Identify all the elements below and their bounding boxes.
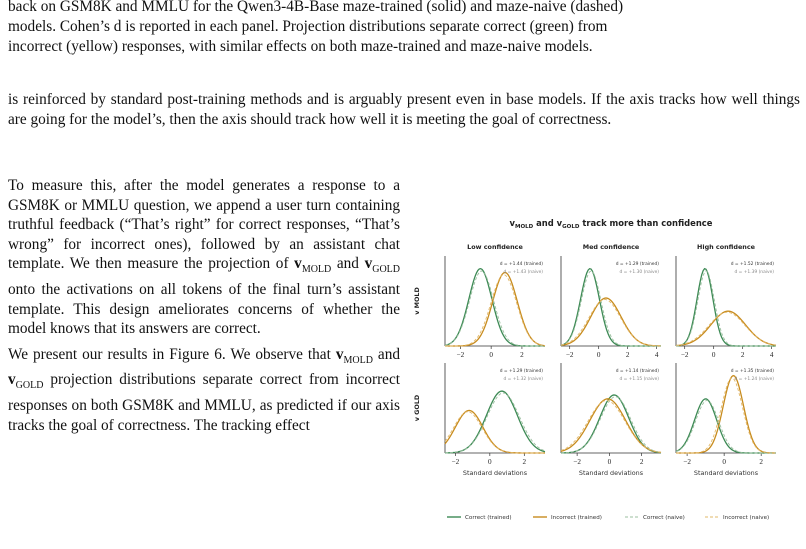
- column-header-1: Low confidence: [467, 243, 523, 251]
- legend-label-4: Incorrect (naive): [723, 515, 770, 522]
- panel-4-incorrect-trained: [445, 410, 545, 453]
- panel-1-tick-label: 0: [489, 351, 493, 359]
- panel-2-d-trained: d = +1.29 (trained): [615, 262, 659, 267]
- panel-6-tick-label: −2: [683, 458, 691, 466]
- panel-5-d-trained: d = +1.14 (trained): [615, 369, 659, 374]
- legend-label-3: Correct (naive): [643, 515, 685, 522]
- panel-3-tick-label: 2: [740, 351, 745, 359]
- panel-1-d-naive: d = +1.43 (naive): [503, 270, 543, 275]
- panel-5-correct-naive: [561, 397, 661, 453]
- figure-6: [405, 213, 805, 533]
- intro-paragraph: is reinforced by standard post-training methods and is arguably present even in base models. If the axis tracks how well things are going for the model’s, then the axis should track how well it is meeting the goal of correctness.: [8, 91, 800, 128]
- panel-4-tick-label: −2: [451, 458, 460, 466]
- column-header-2: Med confidence: [582, 243, 640, 251]
- x-axis-label-1: Standard deviations: [462, 469, 528, 477]
- panel-3-correct-naive: [676, 271, 776, 346]
- panel-4-d-naive: d = +1.32 (naive): [503, 377, 543, 382]
- density-chart-grid: [405, 213, 805, 533]
- panel-6-correct-trained: [676, 399, 776, 453]
- panel-2-tick-label: 0: [596, 351, 601, 359]
- panel-2-d-naive: d = +1.30 (naive): [619, 270, 659, 275]
- legend-label-1: Correct (trained): [465, 515, 512, 522]
- panel-1-d-trained: d = +1.44 (trained): [499, 262, 543, 267]
- left-column-text: [8, 176, 400, 441]
- panel-5-correct-trained: [561, 395, 661, 453]
- panel-2-correct-trained: [561, 269, 661, 346]
- panel-6-correct-naive: [676, 400, 776, 453]
- panel-4-incorrect-naive: [445, 412, 545, 453]
- panel-2-tick-label: 4: [654, 351, 659, 359]
- caption-line-3: incorrect (yellow) responses, with similar effects on both maze-trained and maze-naive models.: [8, 38, 593, 55]
- panel-3-tick-label: 4: [769, 351, 774, 359]
- x-axis-label-3: Standard deviations: [693, 469, 759, 477]
- panel-3-correct-trained: [676, 269, 776, 346]
- figure-caption-continuation: [8, 0, 800, 57]
- caption-line-1: back on GSM8K and MMLU for the Qwen3-4B-Base maze-trained (solid) and maze-naive (dashed): [8, 0, 624, 15]
- panel-5-tick-label: −2: [573, 458, 581, 466]
- chart-title: $v_{MOLD}$ and $v_{GOLD}$ track more than confidence: [509, 218, 713, 230]
- panel-5-tick-label: 0: [607, 458, 612, 466]
- row-label-1: v MOLD: [413, 287, 421, 315]
- panel-4-tick-label: 2: [522, 458, 527, 466]
- panel-6-d-naive: d = +1.24 (naive): [734, 377, 774, 382]
- panel-2-tick-label: −2: [565, 351, 574, 359]
- body-paragraph-1: To measure this, after the model generates a response to a GSM8K or MMLU question, we append a user turn containing truthful feedback (“That’s right” for correct responses, “That’s wrong” for incorrect ones), followed by an assistant chat template. We then measure the projection of $v_{MOLD}$ and $v_{GOLD}$ onto the activations on all tokens of the final turn’s assistant template. This design ameliorates concerns of whether the model knows that its answers are correct.: [8, 177, 400, 338]
- column-header-3: High confidence: [697, 243, 755, 251]
- panel-4-d-trained: d = +1.29 (trained): [499, 369, 543, 374]
- panel-6-tick-label: 2: [759, 458, 763, 466]
- panel-2-correct-naive: [561, 271, 661, 346]
- panel-5-incorrect-trained: [561, 399, 661, 453]
- panel-6-incorrect-trained: [676, 376, 776, 453]
- intro-paragraph-block: [8, 90, 800, 130]
- panel-1-tick-label: 2: [520, 351, 524, 359]
- panel-5-incorrect-naive: [561, 400, 661, 452]
- panel-2-tick-label: 2: [625, 351, 630, 359]
- panel-4-correct-trained: [445, 391, 545, 453]
- legend-label-2: Incorrect (trained): [551, 515, 602, 522]
- panel-1-correct-naive: [445, 271, 545, 346]
- row-label-2: v GOLD: [413, 394, 421, 422]
- panel-3-d-trained: d = +1.52 (trained): [730, 262, 774, 267]
- panel-5-d-naive: d = +1.15 (naive): [619, 377, 659, 382]
- panel-6-tick-label: 0: [722, 458, 726, 466]
- panel-3-tick-label: −2: [680, 351, 689, 359]
- panel-5-tick-label: 2: [639, 458, 644, 466]
- panel-1-tick-label: −2: [456, 351, 465, 359]
- body-paragraph-2: We present our results in Figure 6. We observe that $v_{MOLD}$ and $v_{GOLD}$ projection distributions separate correct from incorrect responses on both GSM8K and MMLU, as predicted if our axis tracks the goal of correctness. The tracking effect: [8, 345, 400, 434]
- panel-3-tick-label: 0: [711, 351, 716, 359]
- x-axis-label-2: Standard deviations: [578, 469, 644, 477]
- caption-line-2: models. Cohen’s d is reported in each panel. Projection distributions separate correct (green) from: [8, 18, 608, 35]
- panel-6-d-trained: d = +1.35 (trained): [730, 369, 774, 374]
- panel-4-correct-naive: [445, 393, 545, 453]
- panel-3-d-naive: d = +1.39 (naive): [734, 270, 774, 275]
- panel-4-tick-label: 0: [488, 458, 492, 466]
